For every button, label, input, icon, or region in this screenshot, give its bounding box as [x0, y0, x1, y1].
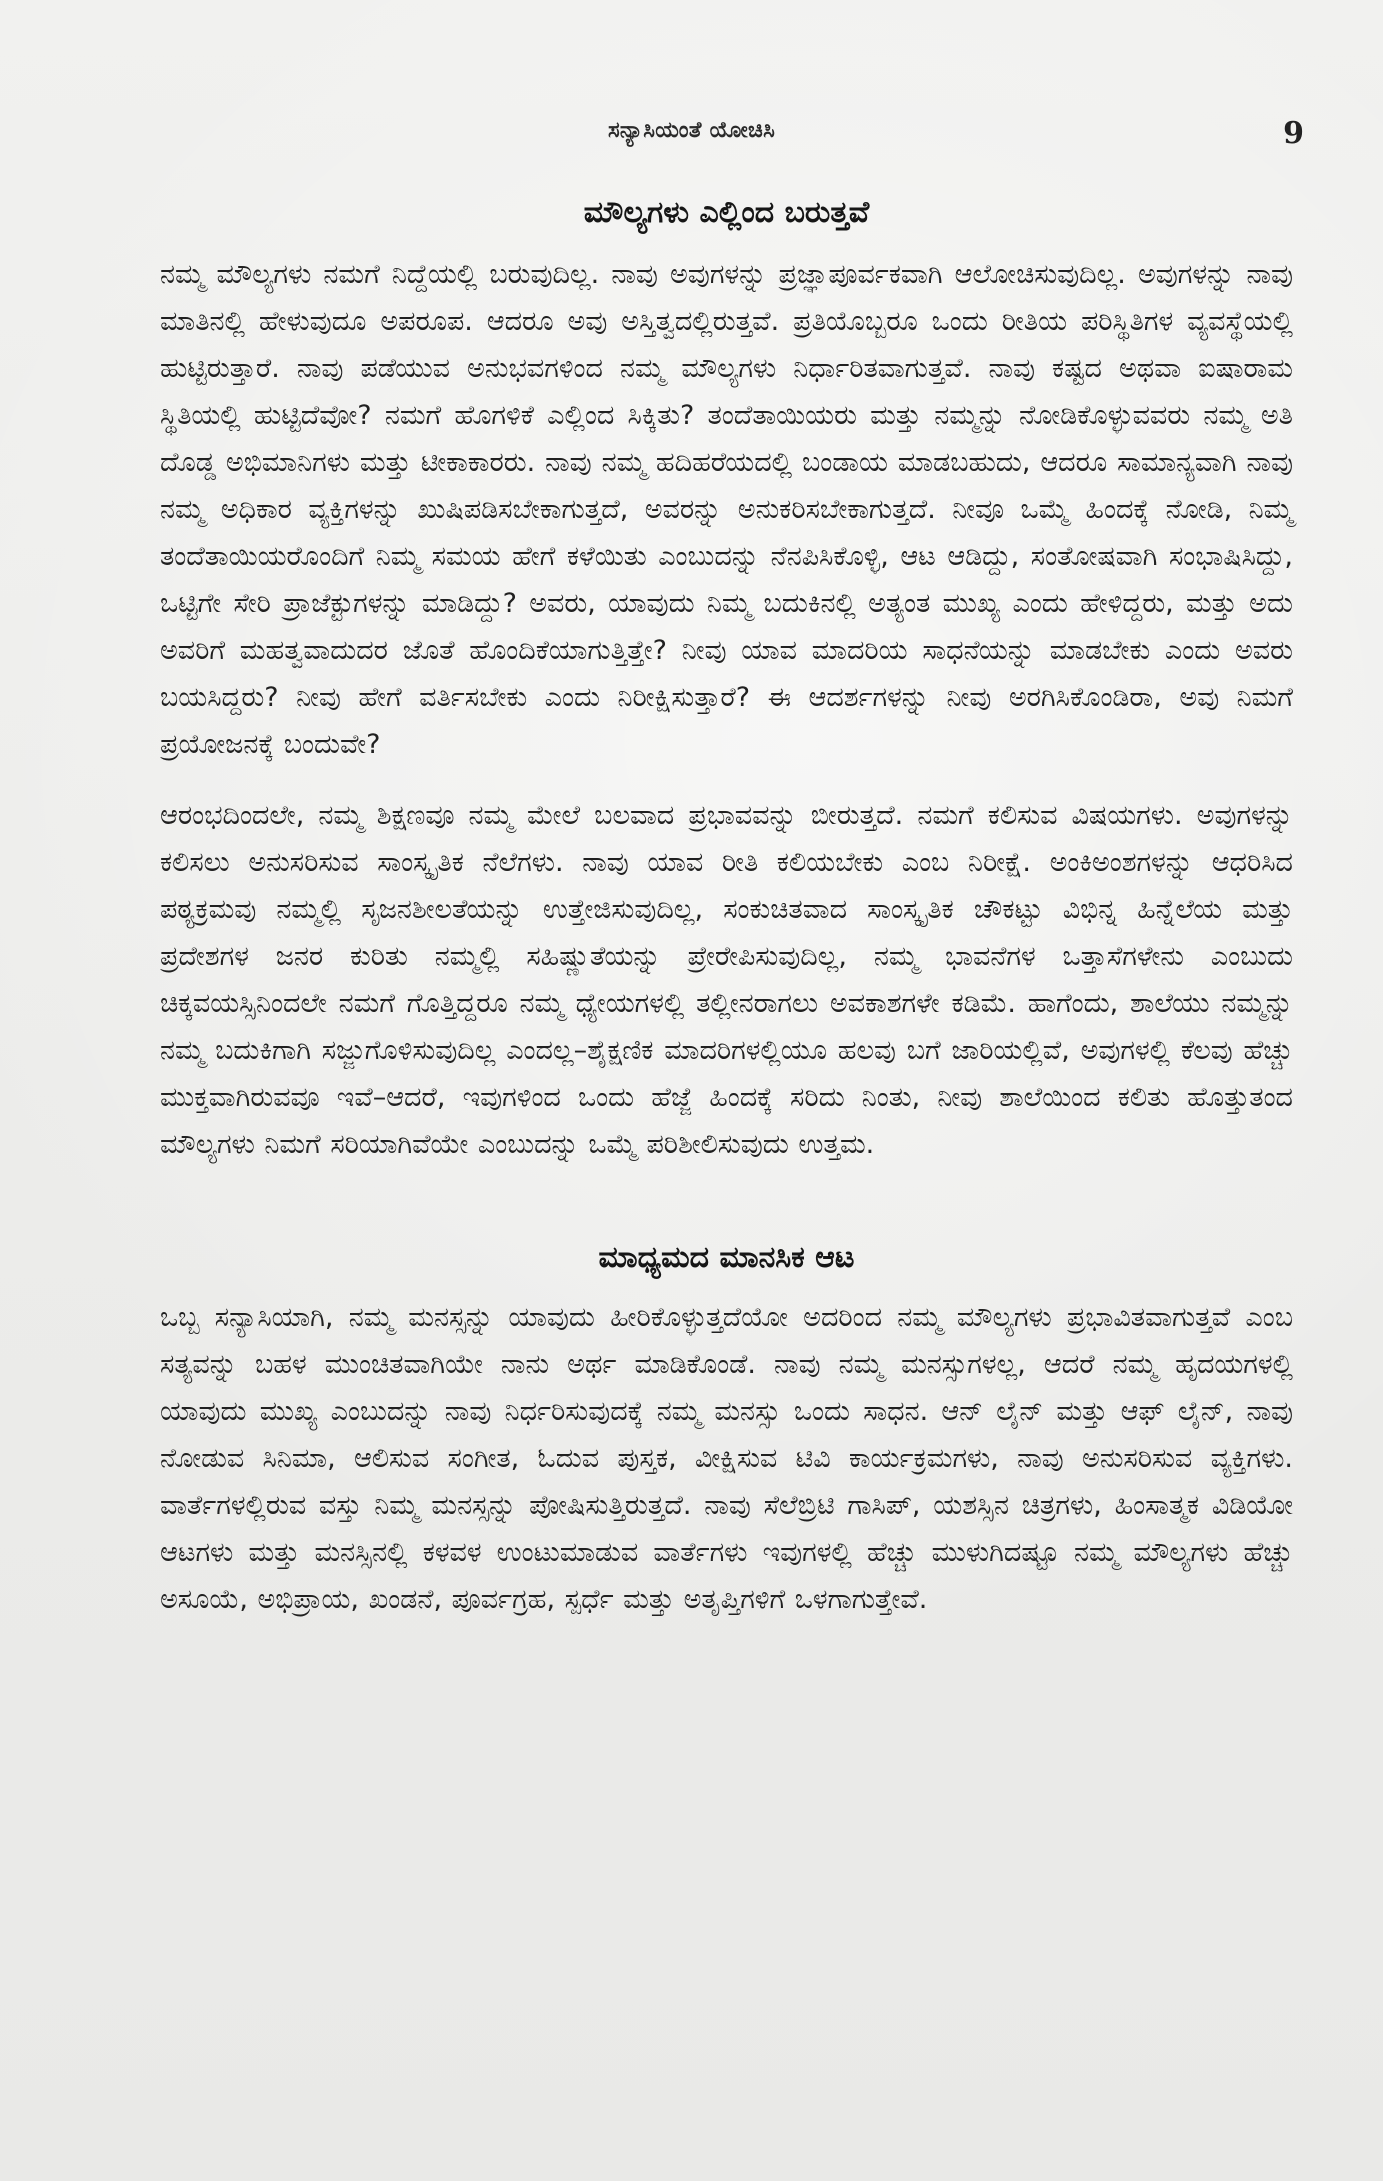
- running-header: [0, 118, 1383, 158]
- running-title: ಸನ್ಯಾಸಿಯಂತೆ ಯೋಚಿಸಿ: [607, 118, 776, 143]
- paragraph: ನಮ್ಮ ಮೌಲ್ಯಗಳು ನಮಗೆ ನಿದ್ದೆಯಲ್ಲಿ ಬರುವುದಿಲ್ಲ. ನಾವು ಅವುಗಳನ್ನು ಪ್ರಜ್ಞಾಪೂರ್ವಕವಾಗಿ ಆಲೋಚಿಸುವುದಿಲ್ಲ. ಅವುಗಳನ್ನು ನಾವು ಮಾತಿನಲ್ಲಿ ಹೇಳುವುದೂ ಅಪರೂಪ. ಆದರೂ ಅವು ಅಸ್ತಿತ್ವದಲ್ಲಿರುತ್ತವೆ. ಪ್ರತಿಯೊಬ್ಬರೂ ಒಂದು ರೀತಿಯ ಪರಿಸ್ಥಿತಿಗಳ ವ್ಯವಸ್ಥೆಯಲ್ಲಿ ಹುಟ್ಟಿರುತ್ತಾರೆ. ನಾವು ಪಡೆಯುವ ಅನುಭವಗಳಿಂದ ನಮ್ಮ ಮೌಲ್ಯಗಳು ನಿರ್ಧಾರಿತವಾಗುತ್ತವೆ. ನಾವು ಕಷ್ಟದ ಅಥವಾ ಐಷಾರಾಮ ಸ್ಥಿತಿಯಲ್ಲಿ ಹುಟ್ಟಿದೆವೋ? ನಮಗೆ ಹೊಗಳಿಕೆ ಎಲ್ಲಿಂದ ಸಿಕ್ಕಿತು? ತಂದೆತಾಯಿಯರು ಮತ್ತು ನಮ್ಮನ್ನು ನೋಡಿಕೊಳ್ಳುವವರು ನಮ್ಮ ಅತಿ ದೊಡ್ಡ ಅಭಿಮಾನಿಗಳು ಮತ್ತು ಟೀಕಾಕಾರರು. ನಾವು ನಮ್ಮ ಹದಿಹರೆಯದಲ್ಲಿ ಬಂಡಾಯ ಮಾಡಬಹುದು, ಆದರೂ ಸಾಮಾನ್ಯವಾಗಿ ನಾವು ನಮ್ಮ ಅಧಿಕಾರ ವ್ಯಕ್ತಿಗಳನ್ನು ಖುಷಿಪಡಿಸಬೇಕಾಗುತ್ತದೆ, ಅವರನ್ನು ಅನುಕರಿಸಬೇಕಾಗುತ್ತದೆ. ನೀವೂ ಒಮ್ಮೆ ಹಿಂದಕ್ಕೆ ನೋಡಿ, ನಿಮ್ಮ ತಂದೆತಾಯಿಯರೊಂದಿಗೆ ನಿಮ್ಮ ಸಮಯ ಹೇಗೆ ಕಳೆಯಿತು ಎಂಬುದನ್ನು ನೆನಪಿಸಿಕೊಳ್ಳಿ, ಆಟ ಆಡಿದ್ದು, ಸಂತೋಷವಾಗಿ ಸಂಭಾಷಿಸಿದ್ದು, ಒಟ್ಟಿಗೇ ಸೇರಿ ಪ್ರಾಜೆಕ್ಟುಗಳನ್ನು ಮಾಡಿದ್ದು? ಅವರು, ಯಾವುದು ನಿಮ್ಮ ಬದುಕಿನಲ್ಲಿ ಅತ್ಯಂತ ಮುಖ್ಯ ಎಂದು ಹೇಳಿದ್ದರು, ಮತ್ತು ಅದು ಅವರಿಗೆ ಮಹತ್ವವಾದುದರ ಜೊತೆ ಹೊಂದಿಕೆಯಾಗುತ್ತಿತ್ತೇ? ನೀವು ಯಾವ ಮಾದರಿಯ ಸಾಧನೆಯನ್ನು ಮಾಡಬೇಕು ಎಂದು ಅವರು ಬಯಸಿದ್ದರು? ನೀವು ಹೇಗೆ ವರ್ತಿಸಬೇಕು ಎಂದು ನಿರೀಕ್ಷಿಸುತ್ತಾರೆ? ಈ ಆದರ್ಶಗಳನ್ನು ನೀವು ಅರಗಿಸಿಕೊಂಡಿರಾ, ಅವು ನಿಮಗೆ ಪ್ರಯೋಜನಕ್ಕೆ ಬಂದುವೇ?: [160, 259, 1293, 760]
- page-content: [160, 195, 1293, 1623]
- section-values-origin: [160, 195, 1293, 1168]
- section-media-mind-game: [160, 1240, 1293, 1623]
- paragraph: ಒಬ್ಬ ಸನ್ಯಾಸಿಯಾಗಿ, ನಮ್ಮ ಮನಸ್ಸನ್ನು ಯಾವುದು ಹೀರಿಕೊಳ್ಳುತ್ತದೆಯೋ ಅದರಿಂದ ನಮ್ಮ ಮೌಲ್ಯಗಳು ಪ್ರಭಾವಿತವಾಗುತ್ತವೆ ಎಂಬ ಸತ್ಯವನ್ನು ಬಹಳ ಮುಂಚಿತವಾಗಿಯೇ ನಾನು ಅರ್ಥ ಮಾಡಿಕೊಂಡೆ. ನಾವು ನಮ್ಮ ಮನಸ್ಸುಗಳಲ್ಲ, ಆದರೆ ನಮ್ಮ ಹೃದಯಗಳಲ್ಲಿ ಯಾವುದು ಮುಖ್ಯ ಎಂಬುದನ್ನು ನಾವು ನಿರ್ಧರಿಸುವುದಕ್ಕೆ ನಮ್ಮ ಮನಸ್ಸು ಒಂದು ಸಾಧನ. ಆನ್ ಲೈನ್ ಮತ್ತು ಆಫ್ ಲೈನ್, ನಾವು ನೋಡುವ ಸಿನಿಮಾ, ಆಲಿಸುವ ಸಂಗೀತ, ಓದುವ ಪುಸ್ತಕ, ವೀಕ್ಷಿಸುವ ಟಿವಿ ಕಾರ್ಯಕ್ರಮಗಳು, ನಾವು ಅನುಸರಿಸುವ ವ್ಯಕ್ತಿಗಳು. ವಾರ್ತೆಗಳಲ್ಲಿರುವ ವಸ್ತು ನಿಮ್ಮ ಮನಸ್ಸನ್ನು ಪೋಷಿಸುತ್ತಿರುತ್ತದೆ. ನಾವು ಸೆಲೆಬ್ರಿಟಿ ಗಾಸಿಪ್, ಯಶಸ್ಸಿನ ಚಿತ್ರಗಳು, ಹಿಂಸಾತ್ಮಕ ವಿಡಿಯೋ ಆಟಗಳು ಮತ್ತು ಮನಸ್ಸಿನಲ್ಲಿ ಕಳವಳ ಉಂಟುಮಾಡುವ ವಾರ್ತೆಗಳು ಇವುಗಳಲ್ಲಿ ಹೆಚ್ಚು ಮುಳುಗಿದಷ್ಟೂ ನಮ್ಮ ಮೌಲ್ಯಗಳು ಹೆಚ್ಚು ಅಸೂಯೆ, ಅಭಿಪ್ರಾಯ, ಖಂಡನೆ, ಪೂರ್ವಗ್ರಹ, ಸ್ಪರ್ಧೆ ಮತ್ತು ಅತೃಪ್ತಿಗಳಿಗೆ ಒಳಗಾಗುತ್ತೇವೆ.: [160, 1302, 1293, 1615]
- section-heading: ಮೌಲ್ಯಗಳು ಎಲ್ಲಿಂದ ಬರುತ್ತವೆ: [583, 195, 870, 230]
- paragraph: ಆರಂಭದಿಂದಲೇ, ನಮ್ಮ ಶಿಕ್ಷಣವೂ ನಮ್ಮ ಮೇಲೆ ಬಲವಾದ ಪ್ರಭಾವವನ್ನು ಬೀರುತ್ತದೆ. ನಮಗೆ ಕಲಿಸುವ ವಿಷಯಗಳು. ಅವುಗಳನ್ನು ಕಲಿಸಲು ಅನುಸರಿಸುವ ಸಾಂಸ್ಕೃತಿಕ ನೆಲೆಗಳು. ನಾವು ಯಾವ ರೀತಿ ಕಲಿಯಬೇಕು ಎಂಬ ನಿರೀಕ್ಷೆ. ಅಂಕಿಅಂಶಗಳನ್ನು ಆಧರಿಸಿದ ಪಠ್ಯಕ್ರಮವು ನಮ್ಮಲ್ಲಿ ಸೃಜನಶೀಲತೆಯನ್ನು ಉತ್ತೇಜಿಸುವುದಿಲ್ಲ, ಸಂಕುಚಿತವಾದ ಸಾಂಸ್ಕೃತಿಕ ಚೌಕಟ್ಟು ವಿಭಿನ್ನ ಹಿನ್ನೆಲೆಯ ಮತ್ತು ಪ್ರದೇಶಗಳ ಜನರ ಕುರಿತು ನಮ್ಮಲ್ಲಿ ಸಹಿಷ್ಣುತೆಯನ್ನು ಪ್ರೇರೇಪಿಸುವುದಿಲ್ಲ, ನಮ್ಮ ಭಾವನೆಗಳ ಒತ್ತಾಸೆಗಳೇನು ಎಂಬುದು ಚಿಕ್ಕವಯಸ್ಸಿನಿಂದಲೇ ನಮಗೆ ಗೊತ್ತಿದ್ದರೂ ನಮ್ಮ ಧ್ಯೇಯಗಳಲ್ಲಿ ತಲ್ಲೀನರಾಗಲು ಅವಕಾಶಗಳೇ ಕಡಿಮೆ. ಹಾಗೆಂದು, ಶಾಲೆಯು ನಮ್ಮನ್ನು ನಮ್ಮ ಬದುಕಿಗಾಗಿ ಸಜ್ಜುಗೊಳಿಸುವುದಿಲ್ಲ ಎಂದಲ್ಲ–ಶೈಕ್ಷಣಿಕ ಮಾದರಿಗಳಲ್ಲಿಯೂ ಹಲವು ಬಗೆ ಜಾರಿಯಲ್ಲಿವೆ, ಅವುಗಳಲ್ಲಿ ಕೆಲವು ಹೆಚ್ಚು ಮುಕ್ತವಾಗಿರುವವೂ ಇವೆ–ಆದರೆ, ಇವುಗಳಿಂದ ಒಂದು ಹೆಜ್ಜೆ ಹಿಂದಕ್ಕೆ ಸರಿದು ನಿಂತು, ನೀವು ಶಾಲೆಯಿಂದ ಕಲಿತು ಹೊತ್ತುತಂದ ಮೌಲ್ಯಗಳು ನಿಮಗೆ ಸರಿಯಾಗಿವೆಯೇ ಎಂಬುದನ್ನು ಒಮ್ಮೆ ಪರಿಶೀಲಿಸುವುದು ಉತ್ತಮ.: [160, 800, 1293, 1160]
- page-number: 9: [1283, 116, 1304, 151]
- section-heading: ಮಾಧ್ಯಮದ ಮಾನಸಿಕ ಆಟ: [598, 1240, 855, 1275]
